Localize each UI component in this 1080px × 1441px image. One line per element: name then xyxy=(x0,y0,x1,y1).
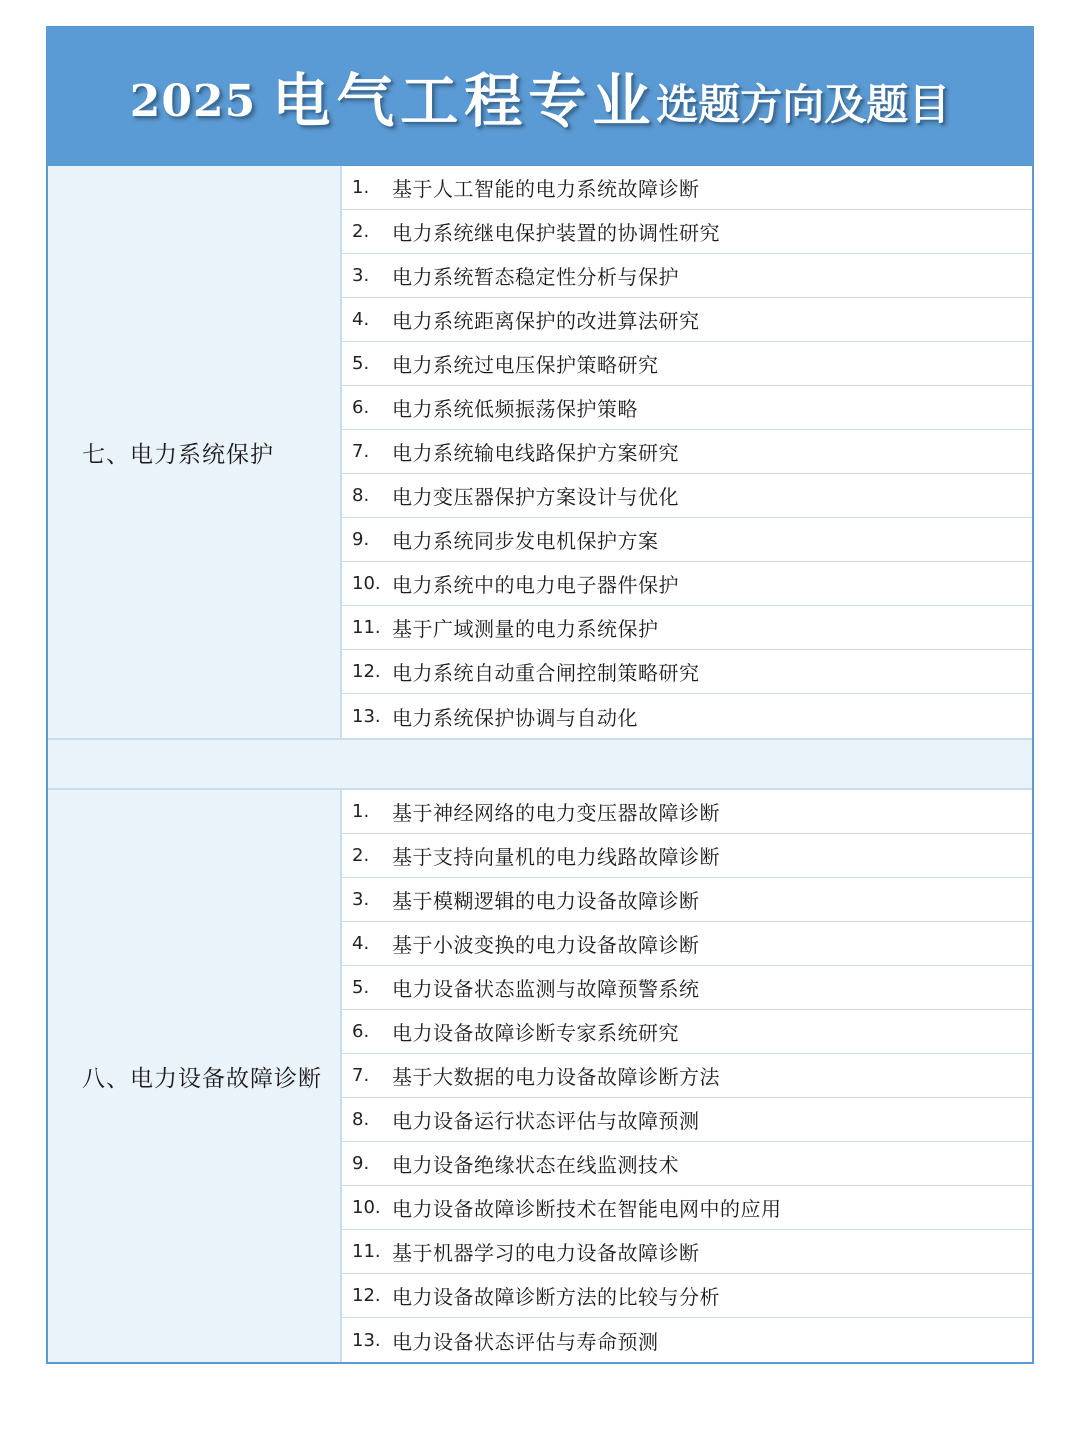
topic-number: 8. xyxy=(352,1109,370,1130)
section-power-system-protection xyxy=(48,166,1032,740)
topic-text: 电力系统距离保护的改进算法研究 xyxy=(392,309,700,333)
topic-number: 11. xyxy=(352,1241,381,1262)
topic-number: 3. xyxy=(352,265,370,286)
topic-row xyxy=(342,298,1032,342)
topic-row xyxy=(342,790,1032,834)
topic-row xyxy=(342,966,1032,1010)
topic-text: 基于机器学习的电力设备故障诊断 xyxy=(392,1241,700,1265)
topic-number: 10. xyxy=(352,573,381,594)
topic-row xyxy=(342,834,1032,878)
topic-row xyxy=(342,518,1032,562)
title-banner xyxy=(48,28,1032,166)
topic-text: 电力设备故障诊断方法的比较与分析 xyxy=(392,1285,720,1309)
topic-row xyxy=(342,606,1032,650)
topic-text: 电力系统自动重合闸控制策略研究 xyxy=(392,661,700,685)
topic-text: 电力变压器保护方案设计与优化 xyxy=(392,485,679,509)
topic-text: 电力设备状态监测与故障预警系统 xyxy=(392,977,700,1001)
topic-text: 基于人工智能的电力系统故障诊断 xyxy=(392,177,700,201)
topic-number: 13. xyxy=(352,1329,381,1351)
topic-text: 基于模糊逻辑的电力设备故障诊断 xyxy=(392,889,700,913)
topic-row xyxy=(342,878,1032,922)
topic-text: 电力设备绝缘状态在线监测技术 xyxy=(392,1153,679,1177)
topic-row xyxy=(342,1230,1032,1274)
topic-table xyxy=(46,26,1034,1364)
topic-text: 基于大数据的电力设备故障诊断方法 xyxy=(392,1065,720,1089)
topic-text: 电力设备故障诊断技术在智能电网中的应用 xyxy=(392,1197,782,1221)
topic-text: 基于广域测量的电力系统保护 xyxy=(392,617,659,641)
topic-text: 电力系统继电保护装置的协调性研究 xyxy=(392,221,720,245)
topic-text: 电力系统中的电力电子器件保护 xyxy=(392,573,679,597)
category-label: 七、电力系统保护 xyxy=(48,166,342,738)
topic-list xyxy=(342,166,1032,738)
topic-text: 电力系统保护协调与自动化 xyxy=(392,705,638,730)
topic-text: 电力系统低频振荡保护策略 xyxy=(392,397,638,421)
topic-row xyxy=(342,210,1032,254)
topic-row xyxy=(342,562,1032,606)
topic-row xyxy=(342,1186,1032,1230)
topic-text: 电力设备运行状态评估与故障预测 xyxy=(392,1109,700,1133)
topic-number: 12. xyxy=(352,1285,381,1306)
topic-number: 11. xyxy=(352,617,381,638)
section-equipment-fault-diagnosis xyxy=(48,790,1032,1362)
topic-text: 基于神经网络的电力变压器故障诊断 xyxy=(392,801,720,825)
topic-list xyxy=(342,790,1032,1362)
topic-number: 2. xyxy=(352,221,370,242)
topic-row xyxy=(342,474,1032,518)
section-divider xyxy=(48,740,1032,790)
category-label: 八、电力设备故障诊断 xyxy=(48,790,342,1362)
title-main: 电气工程专业 xyxy=(272,67,657,135)
topic-number: 2. xyxy=(352,845,370,866)
topic-number: 10. xyxy=(352,1197,381,1218)
topic-text: 电力系统同步发电机保护方案 xyxy=(392,529,659,553)
topic-row xyxy=(342,1010,1032,1054)
topic-row xyxy=(342,1274,1032,1318)
title-sub: 选题方向及题目 xyxy=(656,80,951,129)
topic-text: 电力系统过电压保护策略研究 xyxy=(392,353,659,377)
topic-number: 6. xyxy=(352,397,370,418)
topic-row xyxy=(342,694,1032,738)
topic-row xyxy=(342,430,1032,474)
topic-text: 基于支持向量机的电力线路故障诊断 xyxy=(392,845,720,869)
topic-number: 6. xyxy=(352,1021,370,1042)
topic-row xyxy=(342,342,1032,386)
topic-number: 13. xyxy=(352,705,381,727)
topic-number: 5. xyxy=(352,353,370,374)
topic-number: 1. xyxy=(352,177,370,198)
topic-row xyxy=(342,1318,1032,1362)
topic-text: 电力设备状态评估与寿命预测 xyxy=(392,1329,659,1354)
topic-number: 12. xyxy=(352,661,381,682)
topic-text: 基于小波变换的电力设备故障诊断 xyxy=(392,933,700,957)
topic-row xyxy=(342,922,1032,966)
topic-row xyxy=(342,650,1032,694)
topic-number: 8. xyxy=(352,485,370,506)
topic-row xyxy=(342,254,1032,298)
topic-number: 1. xyxy=(352,801,370,822)
topic-number: 4. xyxy=(352,933,370,954)
topic-row xyxy=(342,386,1032,430)
topic-number: 9. xyxy=(352,529,370,550)
topic-number: 7. xyxy=(352,441,370,462)
topic-row xyxy=(342,1054,1032,1098)
topic-number: 3. xyxy=(352,889,370,910)
topic-text: 电力设备故障诊断专家系统研究 xyxy=(392,1021,679,1045)
topic-text: 电力系统暂态稳定性分析与保护 xyxy=(392,265,679,289)
topic-row xyxy=(342,1142,1032,1186)
topic-text: 电力系统输电线路保护方案研究 xyxy=(392,441,679,465)
title-year: 2025 xyxy=(129,75,257,127)
topic-number: 7. xyxy=(352,1065,370,1086)
topic-row xyxy=(342,1098,1032,1142)
topic-number: 5. xyxy=(352,977,370,998)
topic-row xyxy=(342,166,1032,210)
topic-number: 4. xyxy=(352,309,370,330)
topic-number: 9. xyxy=(352,1153,370,1174)
